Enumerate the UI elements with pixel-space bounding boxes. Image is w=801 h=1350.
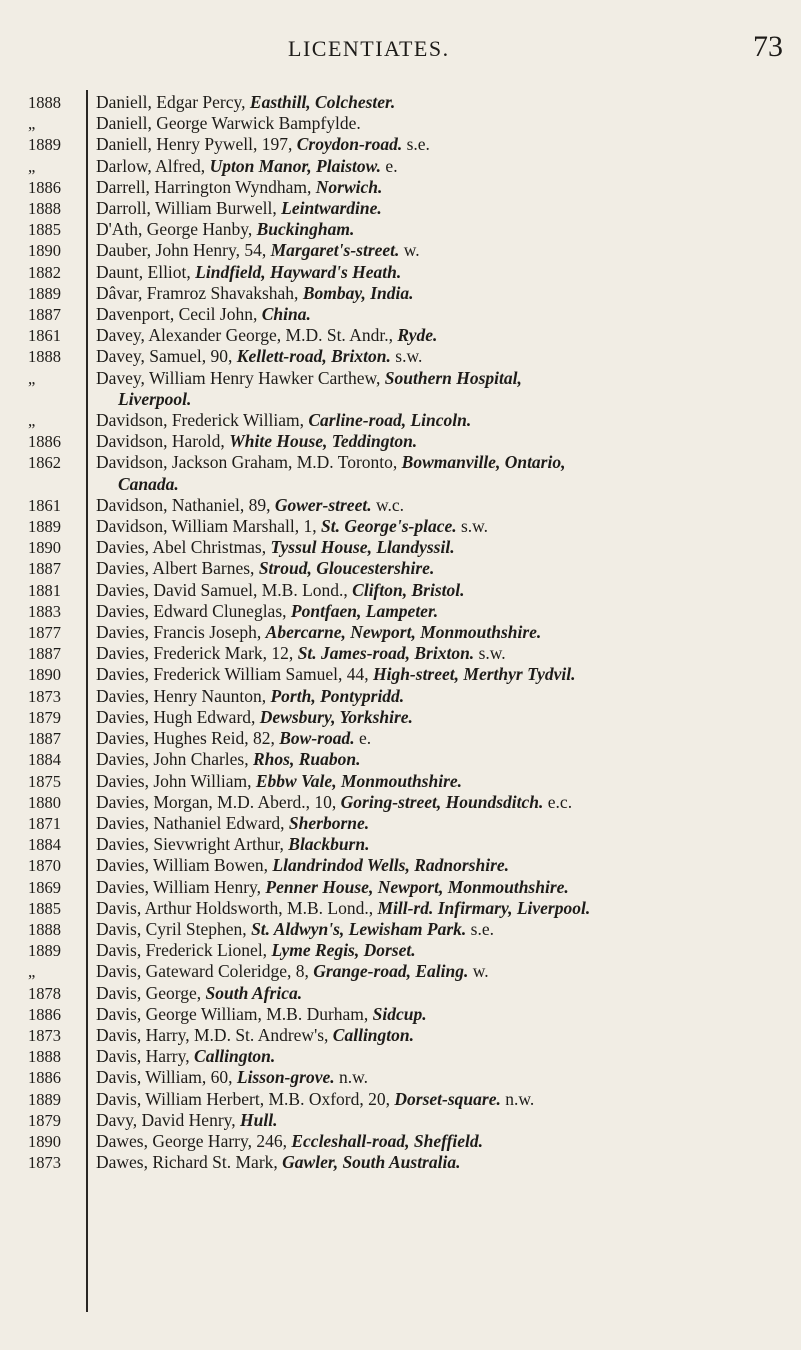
entry-name: Davies, Hughes Reid, 82, (96, 728, 280, 749)
entry-year: 1882 (28, 262, 61, 282)
list-item (0, 304, 801, 325)
list-item (0, 601, 801, 622)
entry-name: Davies, Nathaniel Edward, (96, 812, 289, 833)
entry-place: Pontfaen, Lampeter. (290, 600, 439, 621)
entry-year: 1888 (28, 347, 61, 367)
licentiate-list (0, 92, 801, 1173)
list-item (0, 643, 801, 664)
entry-district: s.e. (466, 918, 494, 939)
entry-name: Davis, George, (96, 982, 206, 1003)
entry-year: 1890 (28, 1131, 61, 1151)
entry-name: Davies, Abel Christmas, (96, 537, 271, 558)
list-item (0, 1067, 801, 1088)
entry-name: Davis, Gateward Coleridge, 8, (96, 961, 314, 982)
entry-text (96, 707, 796, 728)
entry-name: Davidson, Jackson Graham, M.D. Toronto, (96, 452, 402, 473)
entry-text (96, 368, 796, 389)
entry-text (96, 346, 796, 367)
entry-place: Llandrindod Wells, Radnorshire. (272, 855, 510, 876)
entry-name: Davis, Harry, (96, 1046, 195, 1067)
entry-place: Ebbw Vale, Monmouthshire. (255, 770, 463, 791)
entry-place: Grange-road, Ealing. (313, 961, 469, 982)
entry-text (96, 431, 796, 452)
entry-text (96, 92, 796, 113)
list-item (0, 410, 801, 431)
entry-year: 1881 (28, 580, 61, 600)
entry-place: Sidcup. (372, 1003, 427, 1024)
entry-year: 1890 (28, 241, 61, 261)
entry-district: w. (468, 961, 489, 982)
entry-year: 1873 (28, 686, 61, 706)
list-item (0, 1025, 801, 1046)
entry-text (96, 495, 796, 516)
entry-year: 1885 (28, 220, 61, 240)
entry-year: „ (28, 411, 36, 431)
list-item (0, 113, 801, 134)
entry-name: Dâvar, Framroz Shavakshah, (96, 282, 303, 303)
entry-text (96, 771, 796, 792)
list-item (0, 283, 801, 304)
entry-text (96, 1046, 796, 1067)
list-item (0, 1004, 801, 1025)
list-item (0, 558, 801, 579)
list-item (0, 707, 801, 728)
entry-place: Callington. (332, 1024, 415, 1045)
list-item (0, 813, 801, 834)
entry-name: Davies, William Henry, (96, 876, 266, 897)
entry-name: Davis, William Herbert, M.B. Oxford, 20, (96, 1088, 395, 1109)
entry-name: Davies, John Charles, (96, 749, 253, 770)
list-item (0, 855, 801, 876)
entry-text (96, 113, 796, 134)
list-item (0, 728, 801, 749)
entry-text (96, 177, 796, 198)
entry-place: Sherborne. (288, 812, 370, 833)
entry-place: White House, Teddington. (229, 431, 418, 452)
entry-year: 1871 (28, 813, 61, 833)
entry-place: Rhos, Ruabon. (253, 749, 361, 770)
entry-place: Dewsbury, Yorkshire. (259, 706, 413, 727)
list-item (0, 1110, 801, 1131)
entry-year: 1887 (28, 644, 61, 664)
entry-text (96, 1110, 796, 1131)
entry-district: s.w. (390, 346, 423, 367)
entry-text (96, 325, 796, 346)
list-item (0, 834, 801, 855)
entry-place: Southern Hospital, (384, 367, 522, 388)
list-item (0, 156, 801, 177)
entry-text (96, 643, 796, 664)
entry-name: Davidson, William Marshall, 1, (96, 516, 321, 537)
entry-year: 1879 (28, 707, 61, 727)
entry-place: Bowmanville, Ontario, (401, 452, 566, 473)
entry-place: Ryde. (397, 325, 438, 346)
entry-name: Davies, Albert Barnes, (96, 558, 259, 579)
entry-year: 1889 (28, 941, 61, 961)
entry-year: „ (28, 368, 36, 388)
entry-name: Davies, Edward Cluneglas, (96, 600, 291, 621)
entry-name: Darlow, Alfred, (96, 155, 210, 176)
entry-year: 1890 (28, 665, 61, 685)
list-item (0, 516, 801, 537)
entry-year: 1862 (28, 453, 61, 473)
list-item (0, 961, 801, 982)
entry-name: Davies, Sievwright Arthur, (96, 834, 289, 855)
entry-place: Kellett-road, Brixton. (236, 346, 391, 367)
entry-text (96, 1152, 796, 1173)
entry-place: Goring-street, Houndsditch. (340, 791, 544, 812)
entry-name: Davis, Arthur Holdsworth, M.B. Lond., (96, 897, 378, 918)
entry-district: n.w. (334, 1067, 368, 1088)
entry-place: Tyssul House, Llandyssil. (270, 537, 455, 558)
entry-text (96, 304, 796, 325)
entry-text (96, 580, 796, 601)
entry-text (96, 219, 796, 240)
list-item (0, 877, 801, 898)
entry-place: Porth, Pontypridd. (270, 685, 405, 706)
entry-text (96, 156, 796, 177)
entry-place: Carline-road, Lincoln. (308, 410, 472, 431)
entry-place: Croydon-road. (296, 134, 403, 155)
entry-district: e. (381, 155, 398, 176)
entry-text (96, 134, 796, 155)
entry-text (96, 749, 796, 770)
entry-year: 1886 (28, 1068, 61, 1088)
list-item (0, 664, 801, 685)
entry-name: Davies, Frederick William Samuel, 44, (96, 664, 373, 685)
page-number: 73 (753, 30, 783, 63)
entry-year: 1869 (28, 877, 61, 897)
entry-text (96, 240, 796, 261)
entry-year: 1877 (28, 623, 61, 643)
entry-place: Callington. (194, 1046, 276, 1067)
entry-text (96, 198, 796, 219)
entry-name: Davies, Francis Joseph, (96, 622, 266, 643)
entry-year: 1889 (28, 1089, 61, 1109)
entry-text (96, 961, 796, 982)
entry-year: 1884 (28, 750, 61, 770)
entry-place: Abercarne, Newport, Monmouthshire. (265, 622, 542, 643)
list-item (0, 495, 801, 516)
entry-place: Leintwardine. (281, 198, 382, 219)
entry-text (96, 898, 796, 919)
entry-place-continuation: Liverpool. (118, 388, 192, 409)
list-item (0, 219, 801, 240)
entry-name: Davies, John William, (96, 770, 256, 791)
list-item (0, 1046, 801, 1067)
list-item (0, 198, 801, 219)
entry-district: w.c. (371, 494, 404, 515)
entry-place: Blackburn. (288, 834, 370, 855)
list-item (0, 346, 801, 367)
entry-place: Gower-street. (274, 494, 372, 515)
entry-year: 1888 (28, 93, 61, 112)
entry-place: Buckingham. (256, 219, 355, 240)
entry-year: 1886 (28, 1004, 61, 1024)
entry-place: Hull. (240, 1109, 278, 1130)
entry-place: Stroud, Gloucestershire. (258, 558, 435, 579)
entry-place: Clifton, Bristol. (352, 579, 465, 600)
entry-year: „ (28, 962, 36, 982)
entry-year: „ (28, 156, 36, 176)
entry-name: Daniell, George Warwick Bampfylde. (96, 113, 361, 134)
list-item (0, 177, 801, 198)
entry-text (96, 516, 796, 537)
entry-place: China. (261, 304, 311, 325)
entry-year: 1888 (28, 1047, 61, 1067)
entry-name: Davis, Frederick Lionel, (96, 940, 272, 961)
entry-year: 1870 (28, 856, 61, 876)
entry-text (96, 410, 796, 431)
entry-district: e. (354, 728, 372, 749)
entry-text (96, 919, 796, 940)
entry-text (96, 537, 796, 558)
list-item (0, 325, 801, 346)
entry-name: Davis, William, 60, (96, 1067, 237, 1088)
entry-year: 1884 (28, 835, 61, 855)
list-item (0, 240, 801, 261)
entry-text (96, 855, 796, 876)
list-item (0, 580, 801, 601)
entry-name: Dawes, Richard St. Mark, (96, 1152, 283, 1173)
entry-text (96, 1089, 796, 1110)
entry-year: 1861 (28, 495, 61, 515)
list-item (0, 983, 801, 1004)
entry-year: „ (28, 114, 36, 134)
entry-name: Dauber, John Henry, 54, (96, 240, 271, 261)
list-item (0, 537, 801, 558)
entry-text (96, 792, 796, 813)
entry-place: Dorset-square. (394, 1088, 501, 1109)
entry-place: Lisson-grove. (236, 1067, 335, 1088)
entry-text (96, 813, 796, 834)
list-item (0, 134, 801, 155)
list-item (0, 92, 801, 113)
entry-year: 1879 (28, 1110, 61, 1130)
entry-place: Lyme Regis, Dorset. (271, 940, 416, 961)
entry-text (96, 601, 796, 622)
entry-place: Lindfield, Hayward's Heath. (195, 261, 402, 282)
entry-text (96, 686, 796, 707)
entry-name: Davenport, Cecil John, (96, 304, 262, 325)
entry-text (96, 283, 796, 304)
entry-text (96, 622, 796, 643)
entry-year: 1883 (28, 601, 61, 621)
entry-name: Davey, Alexander George, M.D. St. Andr., (96, 325, 398, 346)
list-item (0, 1089, 801, 1110)
list-item (0, 898, 801, 919)
entry-name: D'Ath, George Hanby, (96, 219, 257, 240)
entry-name: Davis, George William, M.B. Durham, (96, 1003, 373, 1024)
entry-year: 1885 (28, 898, 61, 918)
entry-year: 1878 (28, 983, 61, 1003)
entry-district: s.e. (402, 134, 430, 155)
entry-year: 1886 (28, 432, 61, 452)
entry-place-continuation: Canada. (118, 473, 179, 494)
entry-name: Davidson, Nathaniel, 89, (96, 494, 275, 515)
entry-year: 1888 (28, 919, 61, 939)
entry-place: Margaret's-street. (270, 240, 400, 261)
entry-text (96, 664, 796, 685)
list-item (0, 686, 801, 707)
entry-text (96, 728, 796, 749)
entry-year: 1889 (28, 517, 61, 537)
entry-place: Upton Manor, Plaistow. (209, 155, 382, 176)
entry-name: Darroll, William Burwell, (96, 198, 282, 219)
entry-name: Daunt, Elliot, (96, 261, 196, 282)
entry-text (96, 877, 796, 898)
page-header (0, 30, 801, 76)
list-item (0, 262, 801, 283)
entry-name: Davies, Henry Naunton, (96, 685, 271, 706)
entry-district: e.c. (543, 791, 573, 812)
entry-text (96, 834, 796, 855)
list-item (0, 452, 801, 494)
entry-year: 1889 (28, 135, 61, 155)
entry-year: 1873 (28, 1025, 61, 1045)
entry-name: Davies, Morgan, M.D. Aberd., 10, (96, 791, 341, 812)
list-item (0, 792, 801, 813)
entry-year: 1861 (28, 326, 61, 346)
entry-place: Norwich. (315, 176, 383, 197)
entry-name: Davey, William Henry Hawker Carthew, (96, 367, 385, 388)
entry-name: Davis, Harry, M.D. St. Andrew's, (96, 1024, 333, 1045)
list-item (0, 1131, 801, 1152)
entry-district: s.w. (456, 516, 489, 537)
list-item (0, 622, 801, 643)
entry-text (96, 1004, 796, 1025)
entry-text (96, 940, 796, 961)
entry-place: Gawler, South Australia. (282, 1152, 461, 1173)
entry-year: 1889 (28, 283, 61, 303)
list-item (0, 771, 801, 792)
list-item (0, 1152, 801, 1173)
entry-place: Eccleshall-road, Sheffield. (291, 1130, 484, 1151)
list-item (0, 940, 801, 961)
entry-year: 1875 (28, 771, 61, 791)
entry-text (96, 262, 796, 283)
list-item (0, 368, 801, 410)
list-item (0, 919, 801, 940)
entry-text (96, 558, 796, 579)
entry-name: Davy, David Henry, (96, 1109, 241, 1130)
entry-name: Davies, David Samuel, M.B. Lond., (96, 579, 353, 600)
entry-place: Penner House, Newport, Monmouthshire. (265, 876, 569, 897)
entry-name: Daniell, Henry Pywell, 197, (96, 134, 297, 155)
entry-place: St. George's-place. (321, 516, 457, 537)
entry-place: St. James-road, Brixton. (297, 643, 475, 664)
entry-year: 1890 (28, 538, 61, 558)
entry-year: 1888 (28, 199, 61, 219)
list-item (0, 749, 801, 770)
entry-text (96, 452, 796, 473)
entry-name: Darrell, Harrington Wyndham, (96, 176, 316, 197)
entry-place: Bow-road. (279, 728, 355, 749)
entry-year: 1887 (28, 729, 61, 749)
running-title: LICENTIATES. (288, 36, 450, 61)
entry-district: n.w. (500, 1088, 535, 1109)
entry-name: Davidson, Harold, (96, 431, 230, 452)
entry-year: 1880 (28, 792, 61, 812)
entry-place: South Africa. (205, 982, 303, 1003)
entry-text (96, 1131, 796, 1152)
entry-text (96, 983, 796, 1004)
entry-place: Easthill, Colchester. (249, 92, 396, 112)
entry-text (96, 1025, 796, 1046)
entry-place: St. Aldwyn's, Lewisham Park. (251, 918, 467, 939)
entry-year: 1887 (28, 305, 61, 325)
entry-year: 1887 (28, 559, 61, 579)
entry-year: 1886 (28, 177, 61, 197)
entry-name: Davey, Samuel, 90, (96, 346, 237, 367)
entry-year: 1873 (28, 1153, 61, 1173)
entry-name: Davidson, Frederick William, (96, 410, 309, 431)
entry-place: Mill-rd. Infirmary, Liverpool. (377, 897, 591, 918)
entry-place: High-street, Merthyr Tydvil. (372, 664, 576, 685)
entry-district: w. (399, 240, 420, 261)
entry-name: Davies, William Bowen, (96, 855, 273, 876)
entry-name: Davis, Cyril Stephen, (96, 918, 252, 939)
entry-name: Dawes, George Harry, 246, (96, 1130, 292, 1151)
entry-name: Davies, Hugh Edward, (96, 706, 260, 727)
entry-place: Bombay, India. (302, 282, 414, 303)
entry-name: Davies, Frederick Mark, 12, (96, 643, 298, 664)
entry-text (96, 1067, 796, 1088)
list-item (0, 431, 801, 452)
entry-name: Daniell, Edgar Percy, (96, 92, 250, 112)
entry-district: s.w. (474, 643, 506, 664)
